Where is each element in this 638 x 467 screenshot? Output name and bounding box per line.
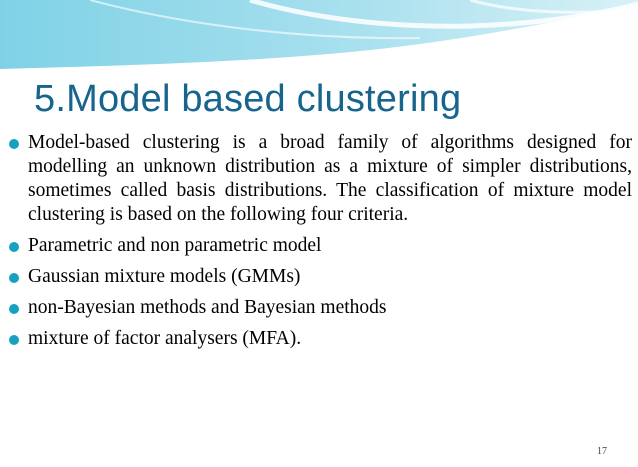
page-number: 17 <box>597 446 607 457</box>
bullet-icon <box>9 242 19 252</box>
slide-title: 5.Model based clustering <box>34 78 462 120</box>
bullet-list <box>6 131 632 358</box>
bullet-item <box>6 327 632 351</box>
bullet-icon <box>9 273 19 283</box>
bullet-item <box>6 131 632 227</box>
bullet-item <box>6 265 632 289</box>
bullet-text: mixture of factor analysers (MFA). <box>28 328 302 349</box>
bullet-icon <box>9 139 19 149</box>
bullet-icon <box>9 304 19 314</box>
bullet-icon <box>9 335 19 345</box>
header-wave-decoration <box>0 0 638 80</box>
bullet-text: non-Bayesian methods and Bayesian methods <box>28 297 387 318</box>
bullet-item <box>6 296 632 320</box>
bullet-text: Parametric and non parametric model <box>28 235 322 256</box>
bullet-text: Model-based clustering is a broad family of algorithms designed for modelling an unknown distribution as a mixture of simpler distributions, sometimes called basis distributions. The classification of mixture model clustering is based on the following four criteria. <box>28 132 632 225</box>
bullet-item <box>6 234 632 258</box>
bullet-text: Gaussian mixture models (GMMs) <box>28 266 301 287</box>
